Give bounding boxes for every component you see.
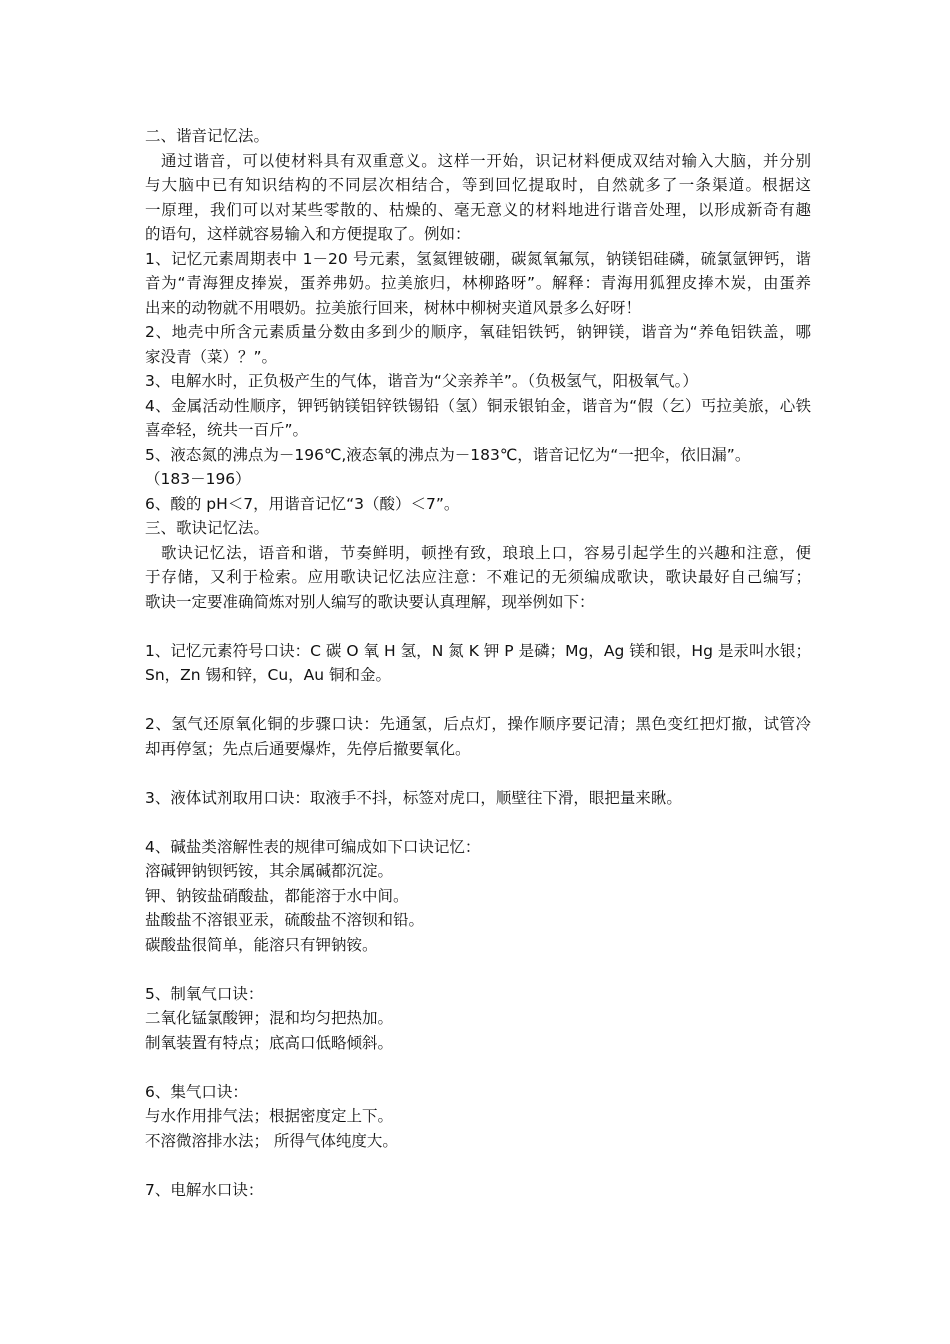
list-item-line: 1、记忆元素周期表中 1－20 号元素，氢氦锂铍硼，碳氮氧氟氖，钠镁铝硅磷，硫氯氩钾钙，谐 [145, 249, 811, 268]
section-heading-mnemonic-verse: 三、歌诀记忆法。 [145, 519, 270, 537]
document-body [145, 124, 811, 1202]
verse-line: 不溶微溶排水法； 所得气体纯度大。 [145, 1131, 398, 1150]
paragraph-line: 歌诀一定要准确简炼对别人编写的歌诀要认真理解，现举例如下： [145, 592, 595, 611]
paragraph-line: 的语句，这样就容易输入和方便提取了。例如： [145, 225, 471, 243]
verse-line: 碳酸盐很简单，能溶只有钾钠铵。 [145, 935, 378, 954]
list-item-line: 5、液态氮的沸点为－196℃,液态氧的沸点为－183℃，谐音记忆为“一把伞，依旧漏”。 [145, 445, 751, 464]
list-item-line: 3、液体试剂取用口诀：取液手不抖，标签对虎口，顺壁往下滑，眼把量来瞅。 [145, 788, 682, 807]
paragraph-line: 一原理，我们可以对某些零散的、枯燥的、毫无意义的材料地进行谐音处理，以形成新奇有趣 [145, 200, 811, 219]
list-item-line: 4、金属活动性顺序，钾钙钠镁铝锌铁锡铅（氢）铜汞银铂金，谐音为“假（乞）丐拉美旅，心铁 [145, 396, 811, 415]
blank-line [145, 1055, 811, 1080]
list-item-line: 6、酸的 pH＜7，用谐音记忆“3（酸）＜7”。 [145, 494, 460, 513]
list-item-line: 2、氢气还原氧化铜的步骤口诀：先通氢，后点灯，操作顺序要记清；黑色变红把灯撤，试管冷 [145, 715, 811, 733]
list-item-line: 2、地壳中所含元素质量分数由多到少的顺序，氧硅铝铁钙，钠钾镁，谐音为“养龟铝铁盖，哪 [145, 323, 811, 341]
paragraph-line: 与大脑中已有知识结构的不同层次相结合，等到回忆提取时，自然就多了一条渠道。根据这 [145, 176, 811, 194]
list-item-line: Sn，Zn 锡和锌，Cu，Au 铜和金。 [145, 666, 392, 684]
verse-line: 钾、钠铵盐硝酸盐，都能溶于水中间。 [145, 886, 409, 905]
blank-line [145, 761, 811, 786]
blank-line [145, 810, 811, 835]
verse-line: 盐酸盐不溶银亚汞，硫酸盐不溶钡和铅。 [145, 911, 425, 929]
verse-line: 溶碱钾钠钡钙铵，其余属碱都沉淀。 [145, 862, 394, 880]
list-item-line: 5、制氧气口诀： [145, 984, 264, 1003]
blank-line [145, 614, 811, 639]
paragraph-line: 歌诀记忆法，语音和谐，节奏鲜明，顿挫有致，琅琅上口，容易引起学生的兴趣和注意，便 [161, 543, 811, 562]
list-item-line: 喜牵轻，统共一百斤”。 [145, 421, 309, 439]
list-item-line: 音为“青海狸皮捧炭，蛋养弗奶。拉美旅归，林柳路呀”。解释：青海用狐狸皮捧木炭，由蛋养 [145, 274, 811, 292]
blank-line [145, 688, 811, 713]
list-item-line: 家没青（菜）？”。 [145, 347, 278, 366]
list-item-line: 7、电解水口诀： [145, 1180, 264, 1199]
list-item-line: 1、记忆元素符号口诀：C 碳 O 氧 H 氢，N 氮 K 钾 P 是磷；Mg，Ag 镁和银，Hg 是汞叫水银； [145, 641, 811, 660]
verse-line: 二氧化锰氯酸钾；混和均匀把热加。 [145, 1009, 394, 1027]
section-heading-homophone: 二、谐音记忆法。 [145, 127, 270, 145]
paragraph-line: 于存储，又利于检索。应用歌诀记忆法应注意：不难记的无须编成歌诀，歌诀最好自己编写； [145, 568, 811, 586]
list-item-line: 3、电解水时，正负极产生的气体，谐音为“父亲养羊”。（负极氢气，阳极氧气。） [145, 372, 698, 390]
list-item-line: 6、集气口诀： [145, 1082, 248, 1101]
list-item-line: 4、碱盐类溶解性表的规律可编成如下口诀记忆： [145, 837, 481, 856]
verse-line: 制氧装置有特点；底高口低略倾斜。 [145, 1033, 394, 1052]
paragraph-line: 通过谐音，可以使材料具有双重意义。这样一开始，识记材料便成双结对输入大脑，并分别 [161, 151, 811, 170]
list-item-line: 却再停氢；先点后通要爆炸，先停后撤要氧化。 [145, 739, 471, 758]
blank-line [145, 1153, 811, 1178]
blank-line [145, 957, 811, 982]
verse-line: 与水作用排气法；根据密度定上下。 [145, 1107, 394, 1125]
list-item-line: 出来的动物就不用喂奶。拉美旅行回来，树林中柳树夹道风景多么好呀！ [145, 298, 642, 317]
list-item-line: （183－196） [145, 470, 251, 488]
